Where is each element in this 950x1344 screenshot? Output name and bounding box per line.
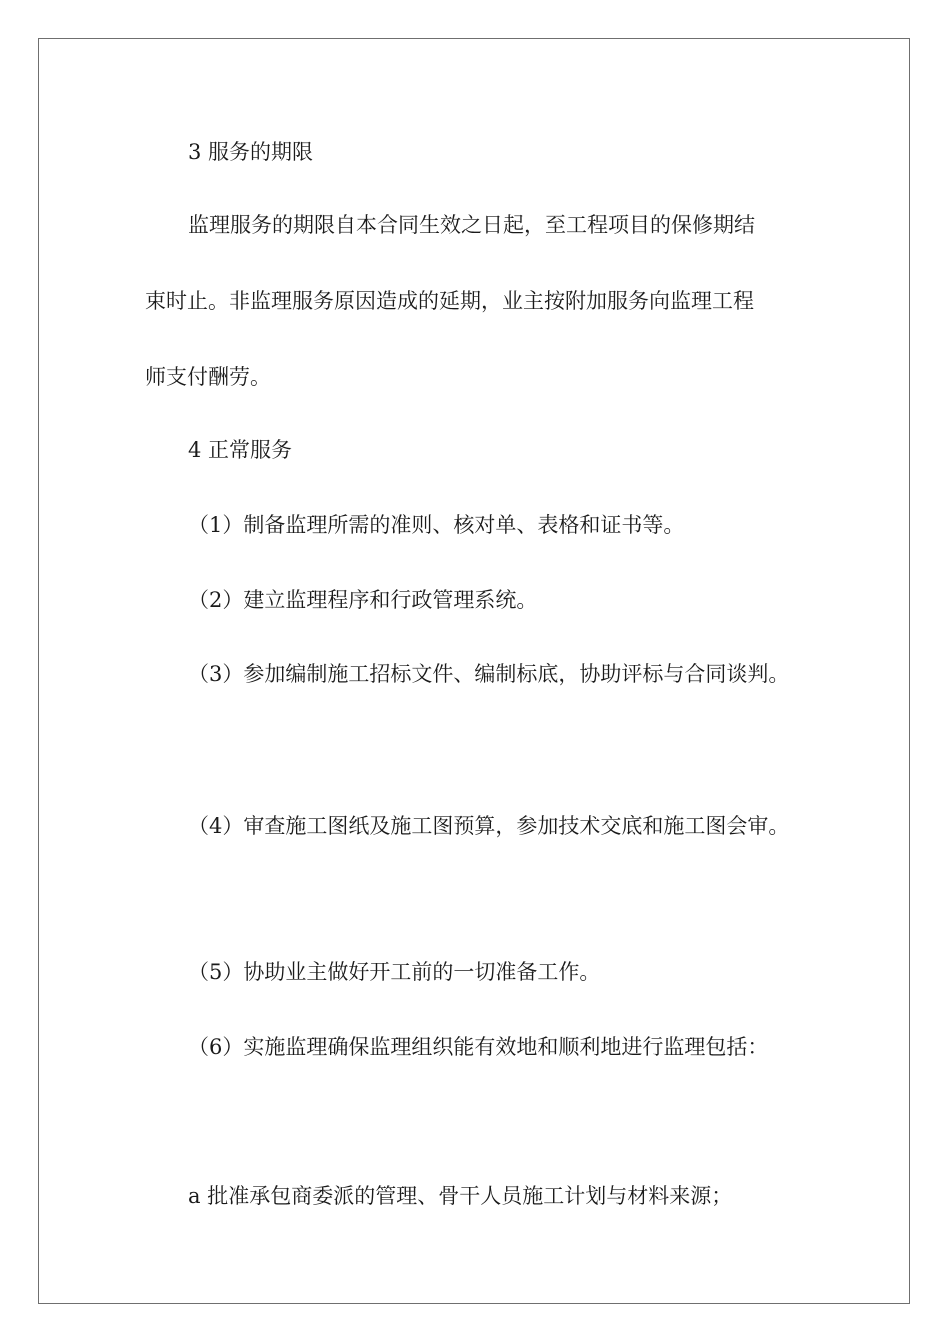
section-3-paragraph-line-2: 束时止。非监理服务原因造成的延期，业主按附加服务向监理工程 bbox=[145, 289, 754, 313]
section-4-heading: 4 正常服务 bbox=[188, 438, 293, 462]
list-item-1: （1）制备监理所需的准则、核对单、表格和证书等。 bbox=[188, 513, 685, 537]
section-3-heading: 3 服务的期限 bbox=[188, 140, 314, 164]
list-item-3: （3）参加编制施工招标文件、编制标底，协助评标与合同谈判。 bbox=[188, 662, 790, 686]
sub-item-a: a 批准承包商委派的管理、骨干人员施工计划与材料来源； bbox=[188, 1184, 733, 1208]
list-item-5: （5）协助业主做好开工前的一切准备工作。 bbox=[188, 960, 601, 984]
list-item-4: （4）审查施工图纸及施工图预算，参加技术交底和施工图会审。 bbox=[188, 814, 790, 838]
section-3-paragraph-line-1: 监理服务的期限自本合同生效之日起，至工程项目的保修期结 bbox=[188, 213, 755, 237]
section-3-paragraph-line-3: 师支付酬劳。 bbox=[145, 365, 271, 389]
list-item-6: （6）实施监理确保监理组织能有效地和顺利地进行监理包括： bbox=[188, 1035, 769, 1059]
list-item-2: （2）建立监理程序和行政管理系统。 bbox=[188, 588, 538, 612]
